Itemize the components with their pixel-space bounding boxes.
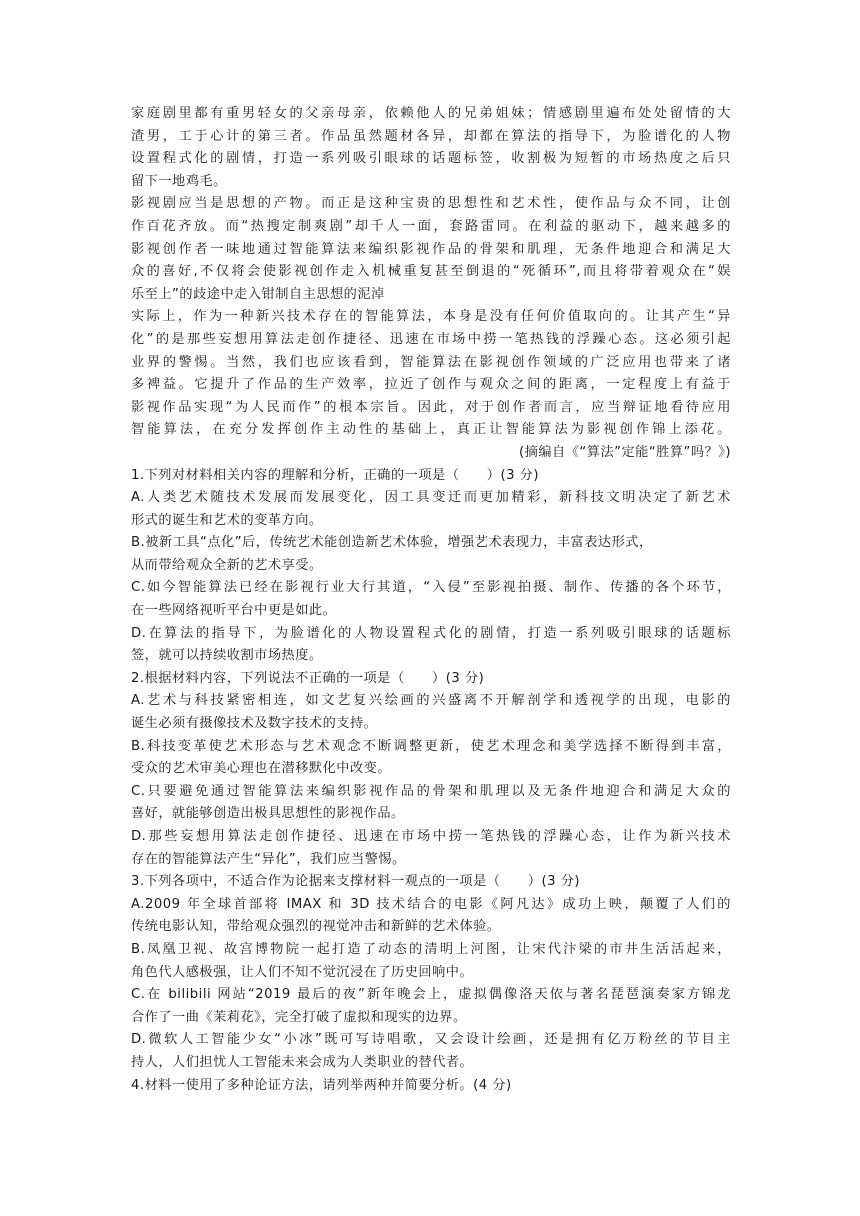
question-3-option-d: D.微软人工智能少女“小冰”既可写诗唱歌，又会设计绘画，还是拥有亿万粉丝的节目主 [131,1032,731,1048]
question-1-option-d: D.在算法的指导下，为脸谱化的人物设置程式化的剧情，打造一系列吸引眼球的话题标 [131,625,731,641]
text-line: 众的喜好,不仅将会使影视创作走入机械重复甚至倒退的“死循环”,而且将带着观众在“娱 [131,264,731,280]
text-line: 业界的警惕。当然，我们也应该看到，智能算法在影视创作领域的广泛应用也带来了诸 [131,354,731,370]
question-2-option-a-cont: 诞生必须有摄像技术及数字技术的支持。 [131,716,378,732]
text-line: 智能算法，在充分发挥创作主动性的基础上，真正让智能算法为影视创作锦上添花。 [131,422,731,438]
text-line: 乐至上”的歧途中走入钳制自主思想的泥淖 [131,286,385,302]
text-line: 留下一地鸡毛。 [131,173,227,189]
question-2-option-d-cont: 存在的智能算法产生“异化”，我们应当警惕。 [131,851,406,867]
question-1-option-a-cont: 形式的诞生和艺术的变革方向。 [131,512,323,528]
text-line: 影视创作者一味地通过智能算法来编织影视作品的骨架和肌理，无条件地迎合和满足大 [131,241,731,257]
text-line: 化”的是那些妄想用算法走创作捷径、迅速在市场中捞一笔热钱的浮躁心态。这必须引起 [131,331,731,347]
question-3-option-d-cont: 持人，人们担忧人工智能未来会成为人类职业的替代者。 [131,1054,474,1070]
question-1-option-d-cont: 签，就可以持续收割市场热度。 [131,648,323,664]
text-line: 家庭剧里都有重男轻女的父亲母亲，依赖他人的兄弟姐妹；情感剧里遍布处处留情的大 [131,106,731,121]
text-line: 渣男，工于心计的第三者。作品虽然题材各异，却都在算法的指导下，为脸谱化的人物 [131,128,731,144]
question-1-option-b: B.被新工具“点化”后，传统艺术能创造新艺术体验，增强艺术表现力，丰富表达形式， [131,535,653,551]
question-2-stem: 2.根据材料内容，下列说法不正确的一项是（ ）(3 分) [131,670,485,686]
text-line: 影视作品实现“为人民而作”的根本宗旨。因此，对于创作者而言，应当辩证地看待应用 [131,399,731,415]
text-line: 多裨益。它提升了作品的生产效率，拉近了创作与观众之间的距离，一定程度上有益于 [131,377,731,393]
question-1-stem: 1.下列对材料相关内容的理解和分析，正确的一项是（ ）(3 分) [131,467,540,483]
question-2-option-c-cont: 喜好，就能够创造出极具思想性的影视作品。 [131,806,405,822]
question-4-stem: 4.材料一使用了多种论证方法，请列举两种并简要分析。(4 分) [131,1077,512,1093]
question-2-option-b-cont: 受众的艺术审美心理也在潜移默化中改变。 [131,761,392,777]
question-2-option-c: C.只要避免通过智能算法来编织影视作品的骨架和肌理以及无条件地迎合和满足大众的 [131,783,731,799]
text-line: 设置程式化的剧情，打造一系列吸引眼球的话题标签，收割极为短暂的市场热度之后只 [131,151,731,167]
question-1-option-b-cont: 从而带给观众全新的艺术享受。 [131,557,323,573]
question-3-option-a: A.2009 年全球首部将 IMAX 和 3D 技术结合的电影《阿凡达》成功上映，颠覆了人们的 [131,896,731,912]
question-3-option-c: C.在 bilibili 网站“2019 最后的夜”新年晚会上，虚拟偶像洛天依与著名琵琶演奏家方锦龙 [131,987,731,1003]
question-3-option-b-cont: 角色代人感极强，让人们不知不觉沉浸在了历史回响中。 [131,964,474,980]
text-line: 实际上，作为一种新兴技术存在的智能算法，本身是没有任何价值取向的。让其产生“异 [131,309,731,325]
question-3-option-b: B.凤凰卫视、故宫博物院一起打造了动态的清明上河图，让宋代汴梁的市井生活活起来， [131,941,731,957]
question-1-option-a: A.人类艺术随技术发展而发展变化，因工具变迁而更加精彩，新科技文明决定了新艺术 [131,490,731,506]
question-3-option-a-cont: 传统电影认知，带给观众强烈的视觉冲击和新鲜的艺术体验。 [131,919,501,935]
question-3-stem: 3.下列各项中，不适合作为论据来支撑材料一观点的一项是（ ）(3 分) [131,874,581,890]
question-1-option-c-cont: 在一些网络视听平台中更是如此。 [131,603,337,619]
question-1-option-c: C.如今智能算法已经在影视行业大行其道，“入侵”至影视拍摄、制作、传播的各个环节， [131,580,731,596]
question-3-option-c-cont: 合作了一曲《茉莉花》，完全打破了虚拟和现实的边界。 [131,1009,467,1025]
question-2-option-a: A.艺术与科技紧密相连，如文艺复兴绘画的兴盛离不开解剖学和透视学的出现，电影的 [131,693,731,709]
question-2-option-d: D.那些妄想用算法走创作捷径、迅速在市场中捞一笔热钱的浮躁心态，让作为新兴技术 [131,829,731,844]
source-citation: (摘编自《“算法”定能“胜算”吗？》) [519,444,731,460]
text-line: 影视剧应当是思想的产物。而正是这种宝贵的思想性和艺术性，使作品与众不同，让创 [131,196,731,212]
question-2-option-b: B.科技变革使艺术形态与艺术观念不断调整更新，使艺术理念和美学选择不断得到丰富， [131,738,731,754]
document-page [131,103,731,1097]
text-line: 作百花齐放。而“热搜定制爽剧”却千人一面，套路雷同。在利益的驱动下，越来越多的 [131,218,731,234]
